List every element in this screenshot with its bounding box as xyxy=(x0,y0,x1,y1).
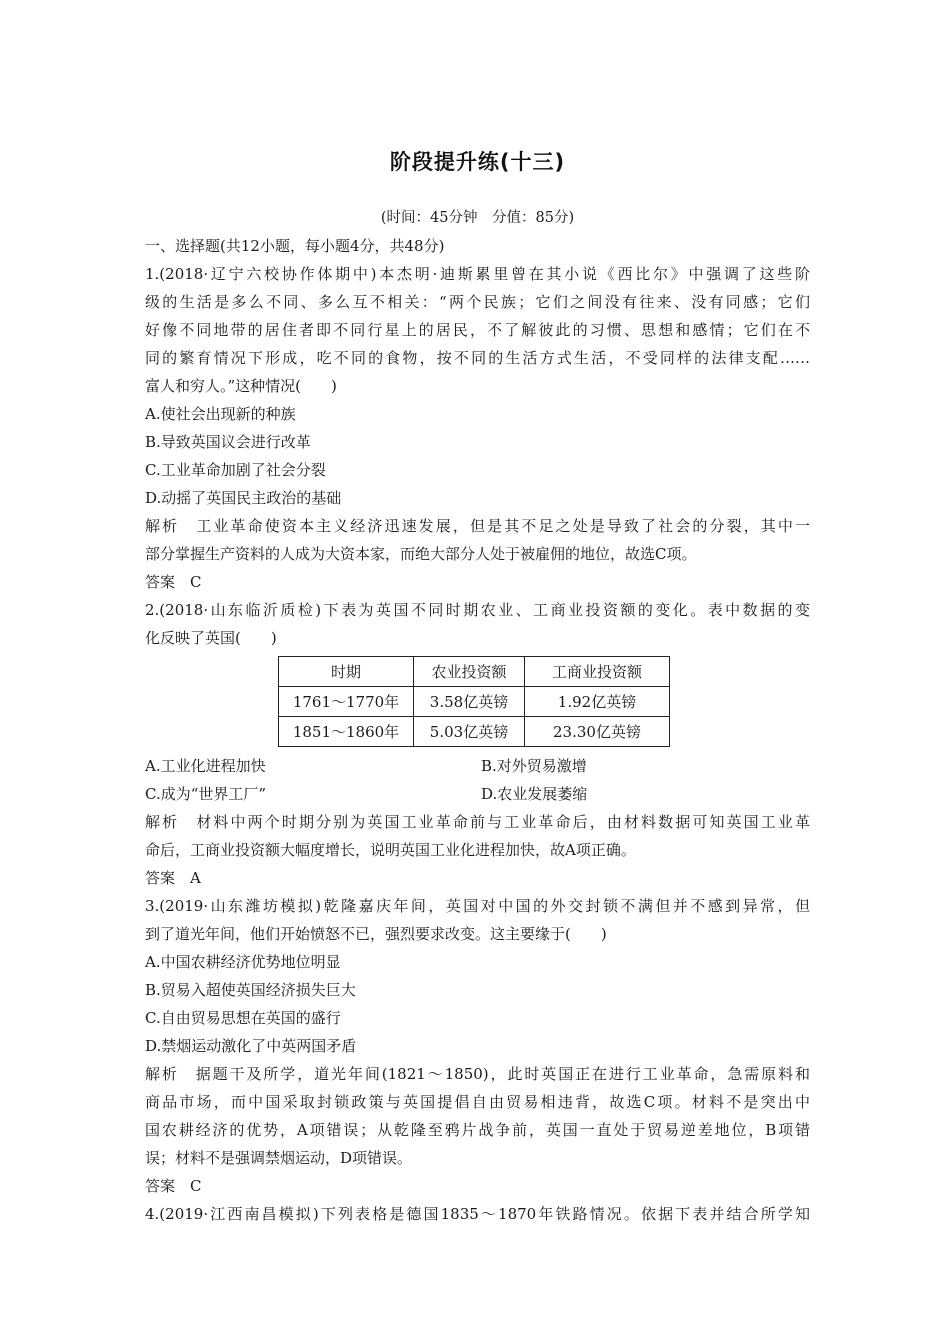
table-cell: 3.58亿英镑 xyxy=(414,687,525,717)
table-header-row xyxy=(279,657,670,687)
q2-analysis: 命后，工商业投资额大幅度增长，说明英国工业化进程加快，故A项正确。 xyxy=(145,841,636,859)
table-row xyxy=(279,717,670,747)
q1-option-c: C.工业革命加剧了社会分裂 xyxy=(145,461,326,479)
q1-line: 好像不同地带的居住者即不同行星上的居民，不了解彼此的习惯、思想和感情；它们在不 xyxy=(145,321,810,339)
q3-option-b: B.贸易入超使英国经济损失巨大 xyxy=(145,981,356,999)
q1-option-b: B.导致英国议会进行改革 xyxy=(145,433,311,451)
q2-line: 化反映了英国( ) xyxy=(145,629,277,647)
q2-option-b: B.对外贸易激增 xyxy=(481,757,587,775)
table-header: 工商业投资额 xyxy=(525,657,670,687)
q1-line: 级的生活是多么不同、多么互不相关：“两个民族；它们之间没有往来、没有同感；它们 xyxy=(145,293,810,311)
table-header: 农业投资额 xyxy=(414,657,525,687)
table-row xyxy=(279,687,670,717)
table-cell: 23.30亿英镑 xyxy=(525,717,670,747)
table-cell: 1761～1770年 xyxy=(279,687,414,717)
q1-line: 1.(2018·辽宁六校协作体期中)本杰明·迪斯累里曾在其小说《西比尔》中强调了这些阶 xyxy=(145,265,810,283)
q2-option-d: D.农业发展萎缩 xyxy=(481,785,588,803)
q1-line: 同的繁育情况下形成，吃不同的食物，按不同的生活方式生活，不受同样的法律支配…… xyxy=(145,349,810,367)
q3-analysis: 解析 据题干及所学，道光年间(1821～1850)，此时英国正在进行工业革命，急需原料和 xyxy=(145,1065,810,1083)
q1-line: 富人和穷人。”这种情况( ) xyxy=(145,377,337,395)
q2-options-row2 xyxy=(145,780,810,808)
page-title: 阶段提升练(十三) xyxy=(389,150,566,174)
q3-analysis: 误；材料不是强调禁烟运动，D项错误。 xyxy=(145,1149,413,1167)
q3-line: 到了道光年间，他们开始愤怒不已，强烈要求改变。这主要缘于( ) xyxy=(145,925,607,943)
q2-answer: 答案 A xyxy=(145,869,201,887)
section-heading: 一、选择题(共12小题，每小题4分，共48分) xyxy=(145,237,445,255)
q1-option-d: D.动摇了英国民主政治的基础 xyxy=(145,489,342,507)
q2-option-a: A.工业化进程加快 xyxy=(145,757,266,775)
q1-analysis: 部分掌握生产资料的人成为大资本家，而绝大部分人处于被雇佣的地位，故选C项。 xyxy=(145,545,697,563)
q3-analysis: 商品市场，而中国采取封锁政策与英国提倡自由贸易相违背，故选C项。材料不是突出中 xyxy=(145,1093,810,1111)
q1-analysis: 解析 工业革命使资本主义经济迅速发展，但是其不足之处是导致了社会的分裂，其中一 xyxy=(145,517,810,535)
table-cell: 1851～1860年 xyxy=(279,717,414,747)
q3-option-c: C.自由贸易思想在英国的盛行 xyxy=(145,1009,341,1027)
q2-line: 2.(2018·山东临沂质检)下表为英国不同时期农业、工商业投资额的变化。表中数据的变 xyxy=(145,601,810,619)
q4-line: 4.(2019·江西南昌模拟)下列表格是德国1835～1870年铁路情况。依据下表并结合所学知 xyxy=(145,1205,810,1223)
q3-line: 3.(2019·山东潍坊模拟)乾隆嘉庆年间，英国对中国的外交封锁不满但并不感到异常，但 xyxy=(145,897,810,915)
q1-option-a: A.使社会出现新的种族 xyxy=(145,405,296,423)
q3-answer: 答案 C xyxy=(145,1177,202,1195)
q3-option-a: A.中国农耕经济优势地位明显 xyxy=(145,953,341,971)
q1-answer: 答案 C xyxy=(145,573,202,591)
q2-analysis: 解析 材料中两个时期分别为英国工业革命前与工业革命后，由材料数据可知英国工业革 xyxy=(145,813,810,831)
q2-option-c: C.成为“世界工厂” xyxy=(145,785,267,803)
exam-meta: (时间：45分钟 分值：85分) xyxy=(380,210,575,226)
q3-analysis: 国农耕经济的优势，A项错误；从乾隆至鸦片战争前，英国一直处于贸易逆差地位，B项错 xyxy=(145,1121,810,1139)
table-header: 时期 xyxy=(279,657,414,687)
table-cell: 1.92亿英镑 xyxy=(525,687,670,717)
q3-option-d: D.禁烟运动激化了中英两国矛盾 xyxy=(145,1037,357,1055)
table-cell: 5.03亿英镑 xyxy=(414,717,525,747)
q2-options-row1 xyxy=(145,752,810,780)
content xyxy=(145,232,810,1228)
q2-table-wrap xyxy=(145,652,810,752)
investment-table xyxy=(278,656,670,747)
